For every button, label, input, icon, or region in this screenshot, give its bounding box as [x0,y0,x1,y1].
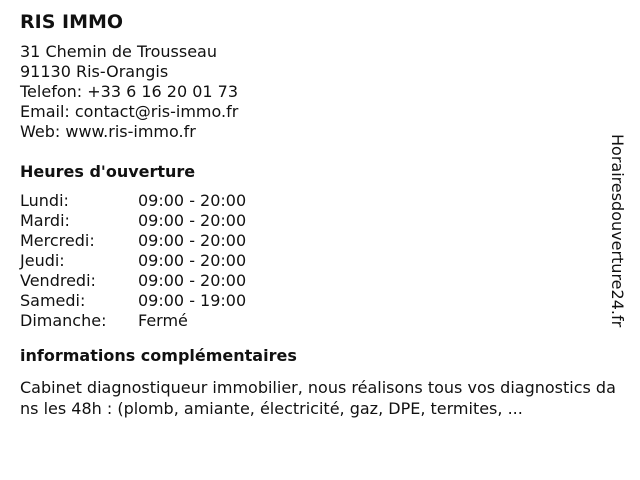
day-hours: 09:00 - 20:00 [138,251,247,270]
hours-row-samedi [20,291,610,311]
day-label: Samedi: [20,291,86,310]
info-title: informations complémentaires [20,346,297,365]
day-hours: Fermé [138,311,188,330]
day-label: Dimanche: [20,311,107,330]
hours-title: Heures d'ouverture [20,162,196,181]
day-hours: 09:00 - 20:00 [138,211,247,230]
hours-row-jeudi [20,251,610,271]
day-label: Mardi: [20,211,70,230]
hours-row-lundi [20,191,610,211]
day-hours: 09:00 - 20:00 [138,191,247,210]
hours-row-vendredi [20,271,610,291]
hours-row-dimanche [20,311,610,331]
hours-row-mardi [20,211,610,231]
business-card [20,10,616,419]
day-label: Lundi: [20,191,69,210]
hours-row-mercredi [20,231,610,251]
phone-line[interactable]: Telefon: +33 6 16 20 01 73 [20,82,239,101]
address-city: 91130 Ris-Orangis [20,62,169,81]
day-label: Vendredi: [20,271,96,290]
day-hours: 09:00 - 19:00 [138,291,247,310]
day-hours: 09:00 - 20:00 [138,271,247,290]
day-hours: 09:00 - 20:00 [138,231,247,250]
address-street: 31 Chemin de Trousseau [20,42,217,61]
day-label: Jeudi: [20,251,65,270]
info-text: Cabinet diagnostiqueur immobilier, nous réalisons tous vos diagnostics dans les 48h : (plomb, amiante, électricité, gaz, DPE, termites, ... [20,378,616,418]
side-brand-watermark: Horairesdouverture24.fr [608,134,627,328]
email-line[interactable]: Email: contact@ris-immo.fr [20,102,239,121]
hours-table [20,191,610,331]
day-label: Mercredi: [20,231,95,250]
business-name: RIS IMMO [20,11,124,33]
web-line[interactable]: Web: www.ris-immo.fr [20,122,196,141]
